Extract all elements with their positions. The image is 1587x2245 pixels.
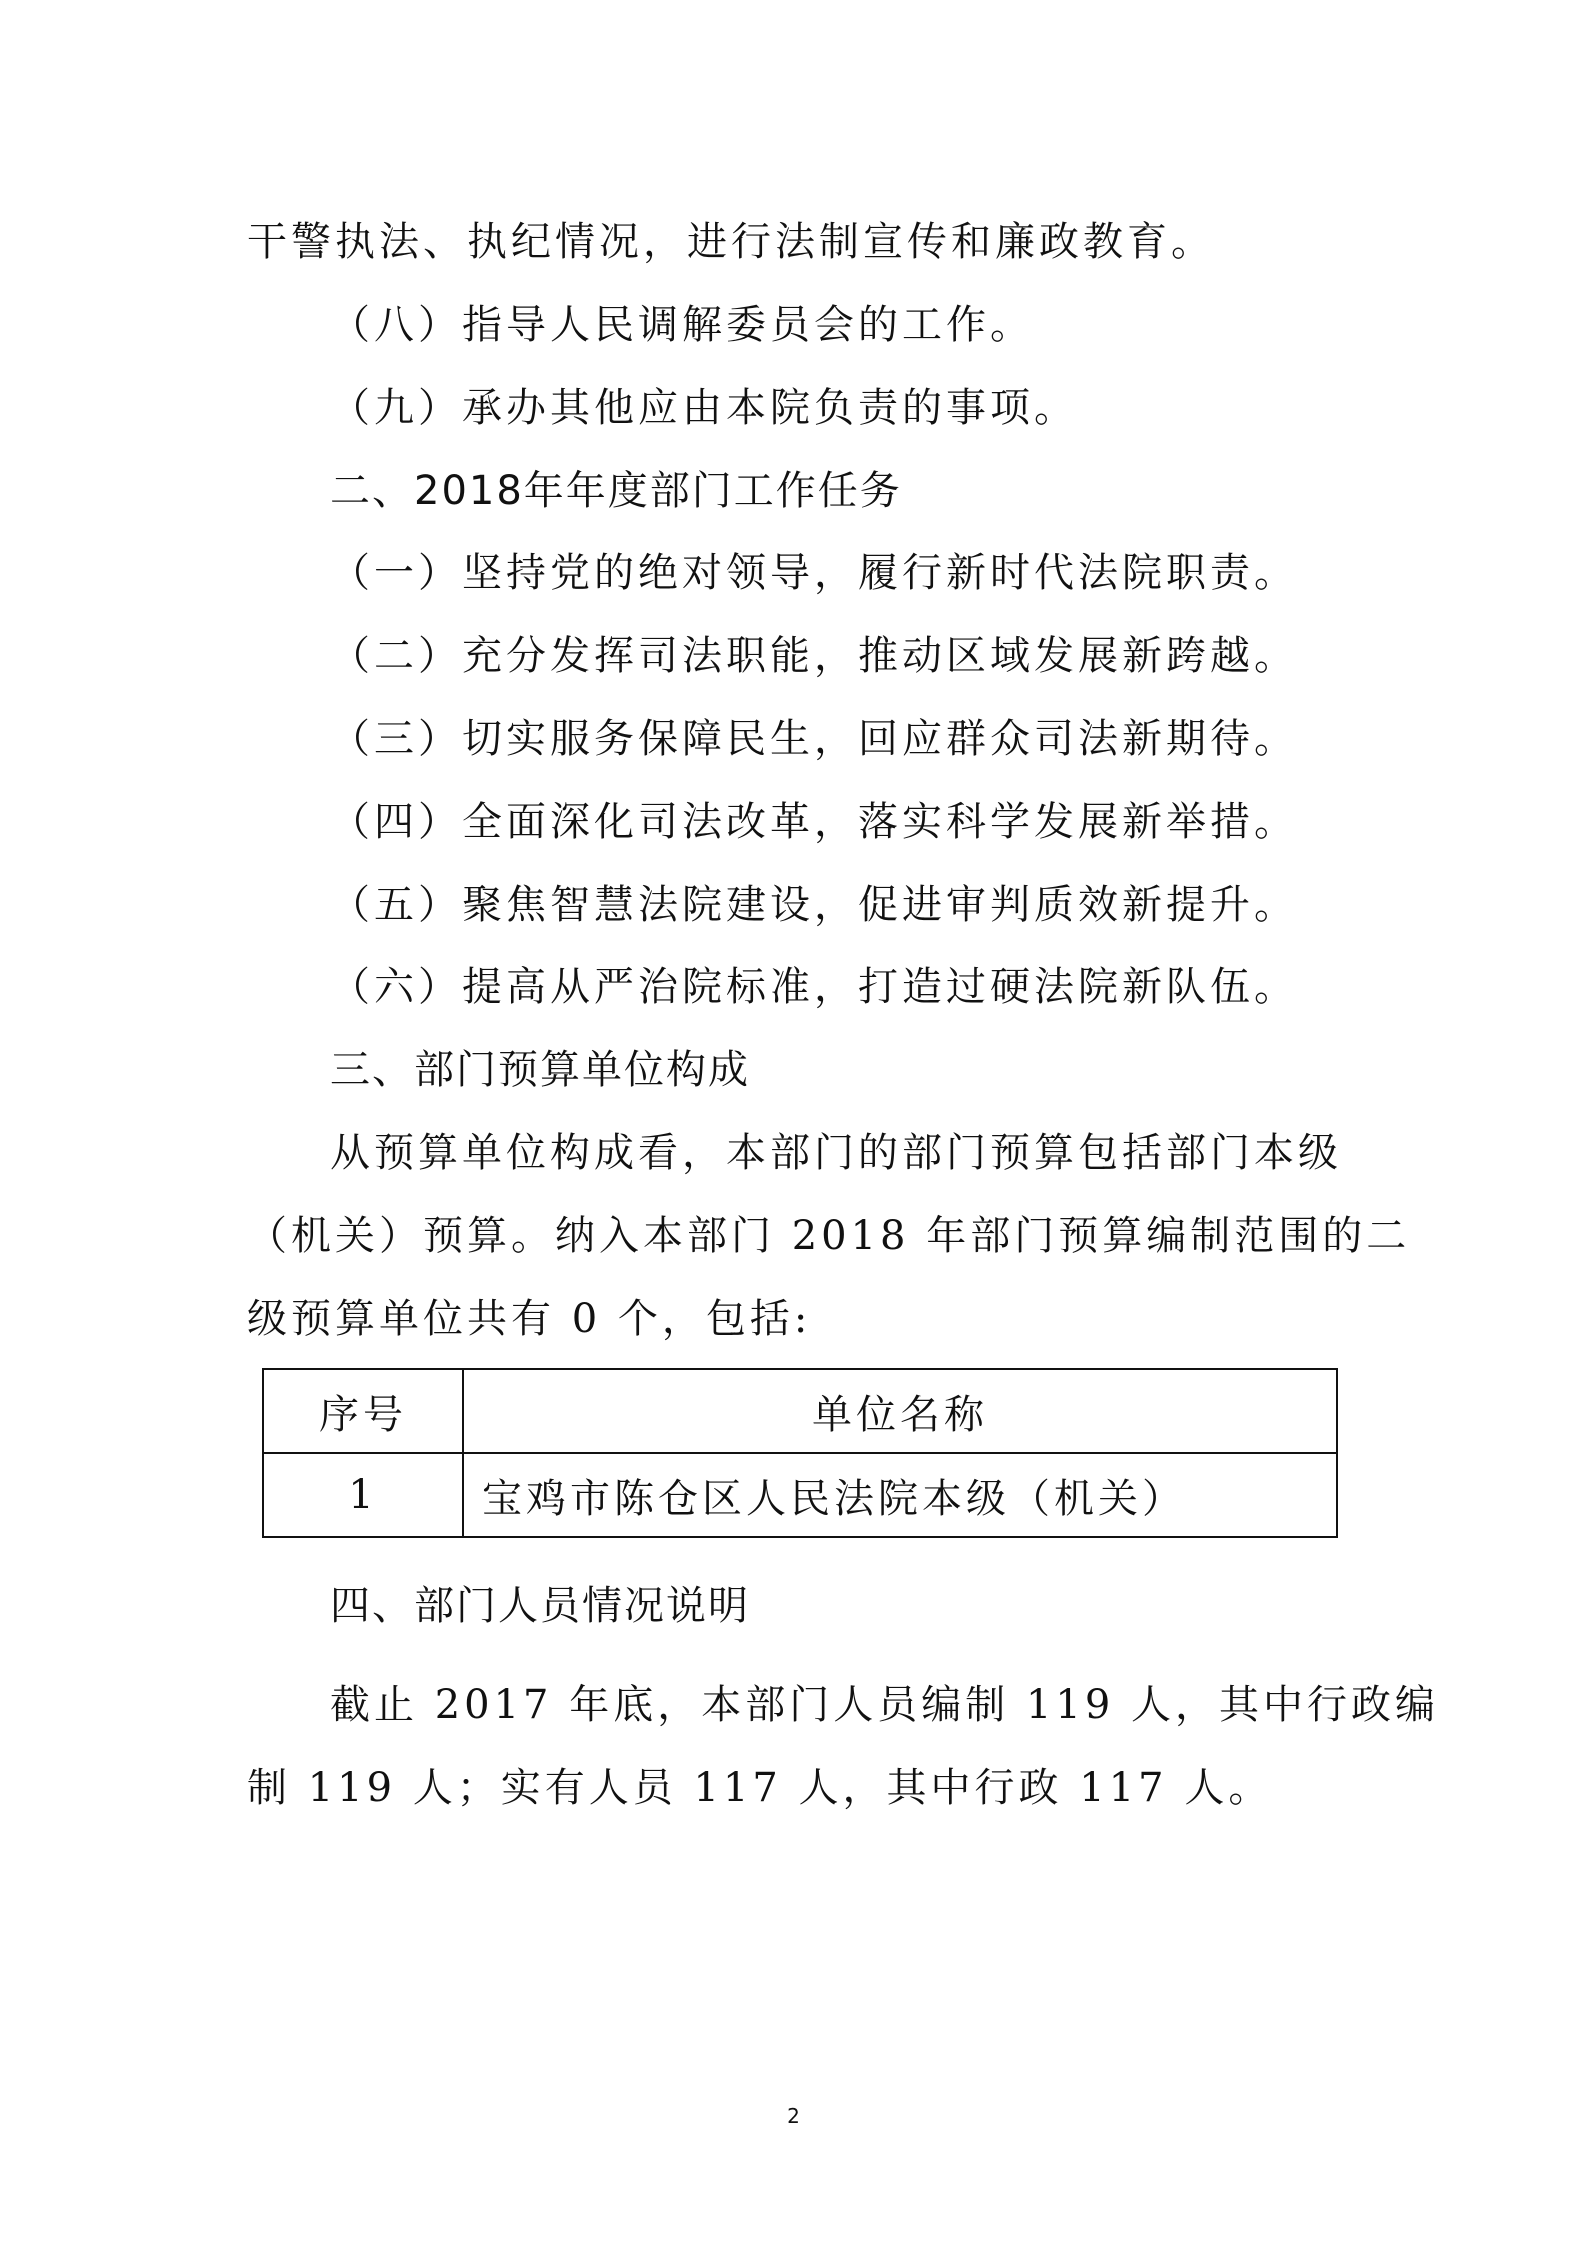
table-header-row [263, 1369, 1337, 1453]
task-item-1: （一）坚持党的绝对领导，履行新时代法院职责。 [330, 550, 1298, 596]
section-heading-3: 三、部门预算单位构成 [330, 1047, 750, 1093]
task-item-6: （六）提高从严治院标准，打造过硬法院新队伍。 [330, 964, 1298, 1010]
section-heading-4: 四、部门人员情况说明 [330, 1583, 750, 1629]
task-item-2: （二）充分发挥司法职能，推动区域发展新跨越。 [330, 633, 1298, 679]
paragraph-item-9: （九）承办其他应由本院负责的事项。 [330, 385, 1078, 431]
table-row [263, 1453, 1337, 1537]
section-heading-2: 二、2018年年度部门工作任务 [330, 468, 902, 514]
column-header-number: 序号 [263, 1369, 463, 1453]
table-cell-unit-name: 宝鸡市陈仓区人民法院本级（机关） [463, 1453, 1337, 1537]
section4-body-line-2: 制 119 人；实有人员 117 人，其中行政 117 人。 [247, 1765, 1273, 1811]
paragraph-item-8: （八）指导人民调解委员会的工作。 [330, 302, 1034, 348]
section3-body-line-1: 从预算单位构成看，本部门的部门预算包括部门本级 [330, 1130, 1342, 1176]
section3-body-line-3: 级预算单位共有 0 个，包括: [247, 1296, 812, 1342]
section3-body-line-2: （机关）预算。纳入本部门 2018 年部门预算编制范围的二 [247, 1213, 1411, 1259]
task-item-4: （四）全面深化司法改革，落实科学发展新举措。 [330, 799, 1298, 845]
page-number: 2 [787, 2104, 800, 2128]
task-item-3: （三）切实服务保障民生，回应群众司法新期待。 [330, 716, 1298, 762]
budget-unit-table [262, 1368, 1338, 1538]
paragraph-continuation: 干警执法、执纪情况，进行法制宣传和廉政教育。 [247, 219, 1215, 265]
task-item-5: （五）聚焦智慧法院建设，促进审判质效新提升。 [330, 882, 1298, 928]
section4-body-line-1: 截止 2017 年底，本部门人员编制 119 人，其中行政编 [330, 1682, 1440, 1728]
table-cell-number: 1 [263, 1453, 463, 1537]
column-header-unit-name: 单位名称 [463, 1369, 1337, 1453]
